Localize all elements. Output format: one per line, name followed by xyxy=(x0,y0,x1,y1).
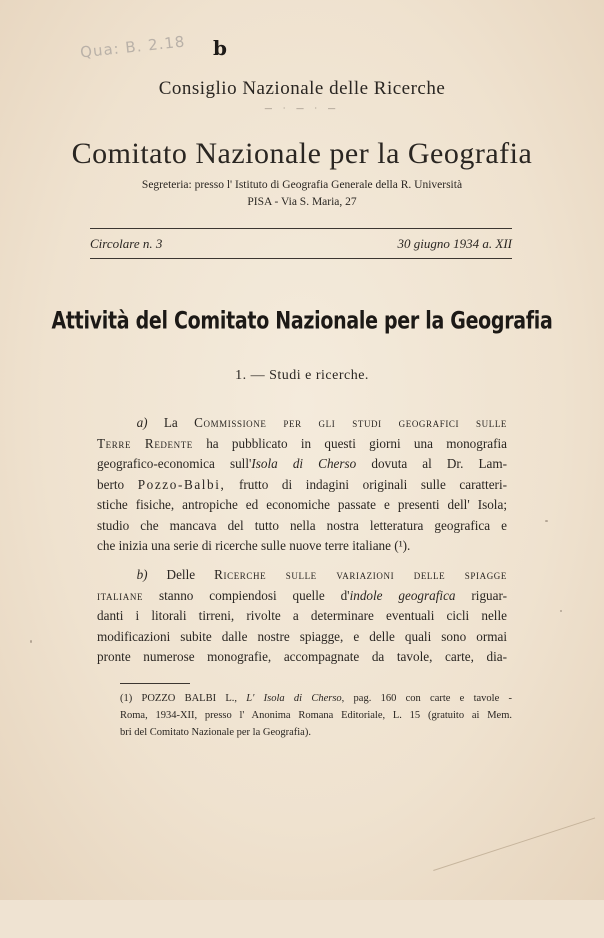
paper-fold-crease xyxy=(433,817,604,937)
text-line: italiane stanno compiendosi quelle d'indole geografica riguar- xyxy=(97,587,508,603)
document-headline: Attività del Comitato Nazionale per la Geografia xyxy=(51,307,553,335)
council-ornament: — · — · — xyxy=(264,104,340,113)
footnote xyxy=(120,690,512,741)
pencil-annotation: Qua: B. 2.18 xyxy=(79,32,187,62)
secretariat-address xyxy=(0,177,604,211)
text-line: geografico-economica sull'Isola di Cherso dovuta al Dr. Lam- xyxy=(97,456,508,471)
committee-title: Comitato Nazionale per la Geografia xyxy=(71,137,533,170)
text-line: berto Pozzo-Balbi, frutto di indagini originali sulle caratteri- xyxy=(97,476,507,492)
text-line: a) La Commissione per gli studi geografici sulle xyxy=(136,415,508,430)
footnote-line: bri del Comitato Nazionale per la Geografia). xyxy=(120,727,311,738)
section-heading: 1. — Studi e ricerche. xyxy=(235,368,369,383)
text-line: danti i litorali tirreni, rivolte a determinare eventuali cicli nelle xyxy=(97,608,507,623)
text-line: che inizia una serie di ricerche sulle nuove terre italiane (¹). xyxy=(97,538,411,553)
circular-number: Circolare n. 3 xyxy=(90,236,163,251)
footnote-line: (1) POZZO BALBI L., L' Isola di Cherso, pag. 160 con carte e tavole - xyxy=(120,693,513,704)
ink-mark: b xyxy=(213,36,227,60)
text-line: b) Delle Ricerche sulle variazioni delle spiagge xyxy=(136,567,508,582)
footnote-divider xyxy=(120,683,190,684)
text-line: modificazioni subite dalle nostre spiagge, e delle quali sono ormai xyxy=(97,628,507,644)
footnote-line: Roma, 1934-XII, presso l' Anonima Romana Editoriale, L. 15 (gratuito ai Mem. xyxy=(120,710,512,721)
text-line: stiche fisiche, antropiche ed economiche passate e presenti dell' Isola; xyxy=(97,497,507,512)
secretariat-city-line: PISA - Via S. Maria, 27 xyxy=(247,196,357,208)
paragraph-b xyxy=(97,565,507,668)
paper-speck xyxy=(30,640,32,643)
paper-speck xyxy=(560,610,562,612)
council-title: Consiglio Nazionale delle Ricerche xyxy=(158,78,446,99)
text-line: pronte numerose monografie, accompagnate da tavole, carte, dia- xyxy=(97,649,507,664)
text-line: studio che mancava del tutto nella nostra letteratura geografica e xyxy=(97,517,507,533)
paper-speck xyxy=(545,520,548,522)
circular-date: 30 giugno 1934 a. XII xyxy=(397,236,512,251)
text-line: Terre Redente ha pubblicato in questi giorni una monografia xyxy=(97,435,508,451)
secretariat-line: Segreteria: presso l' Istituto di Geografia Generale della R. Università xyxy=(141,179,463,191)
paragraph-a xyxy=(97,413,507,557)
top-divider xyxy=(90,228,512,229)
bottom-divider xyxy=(90,258,512,259)
